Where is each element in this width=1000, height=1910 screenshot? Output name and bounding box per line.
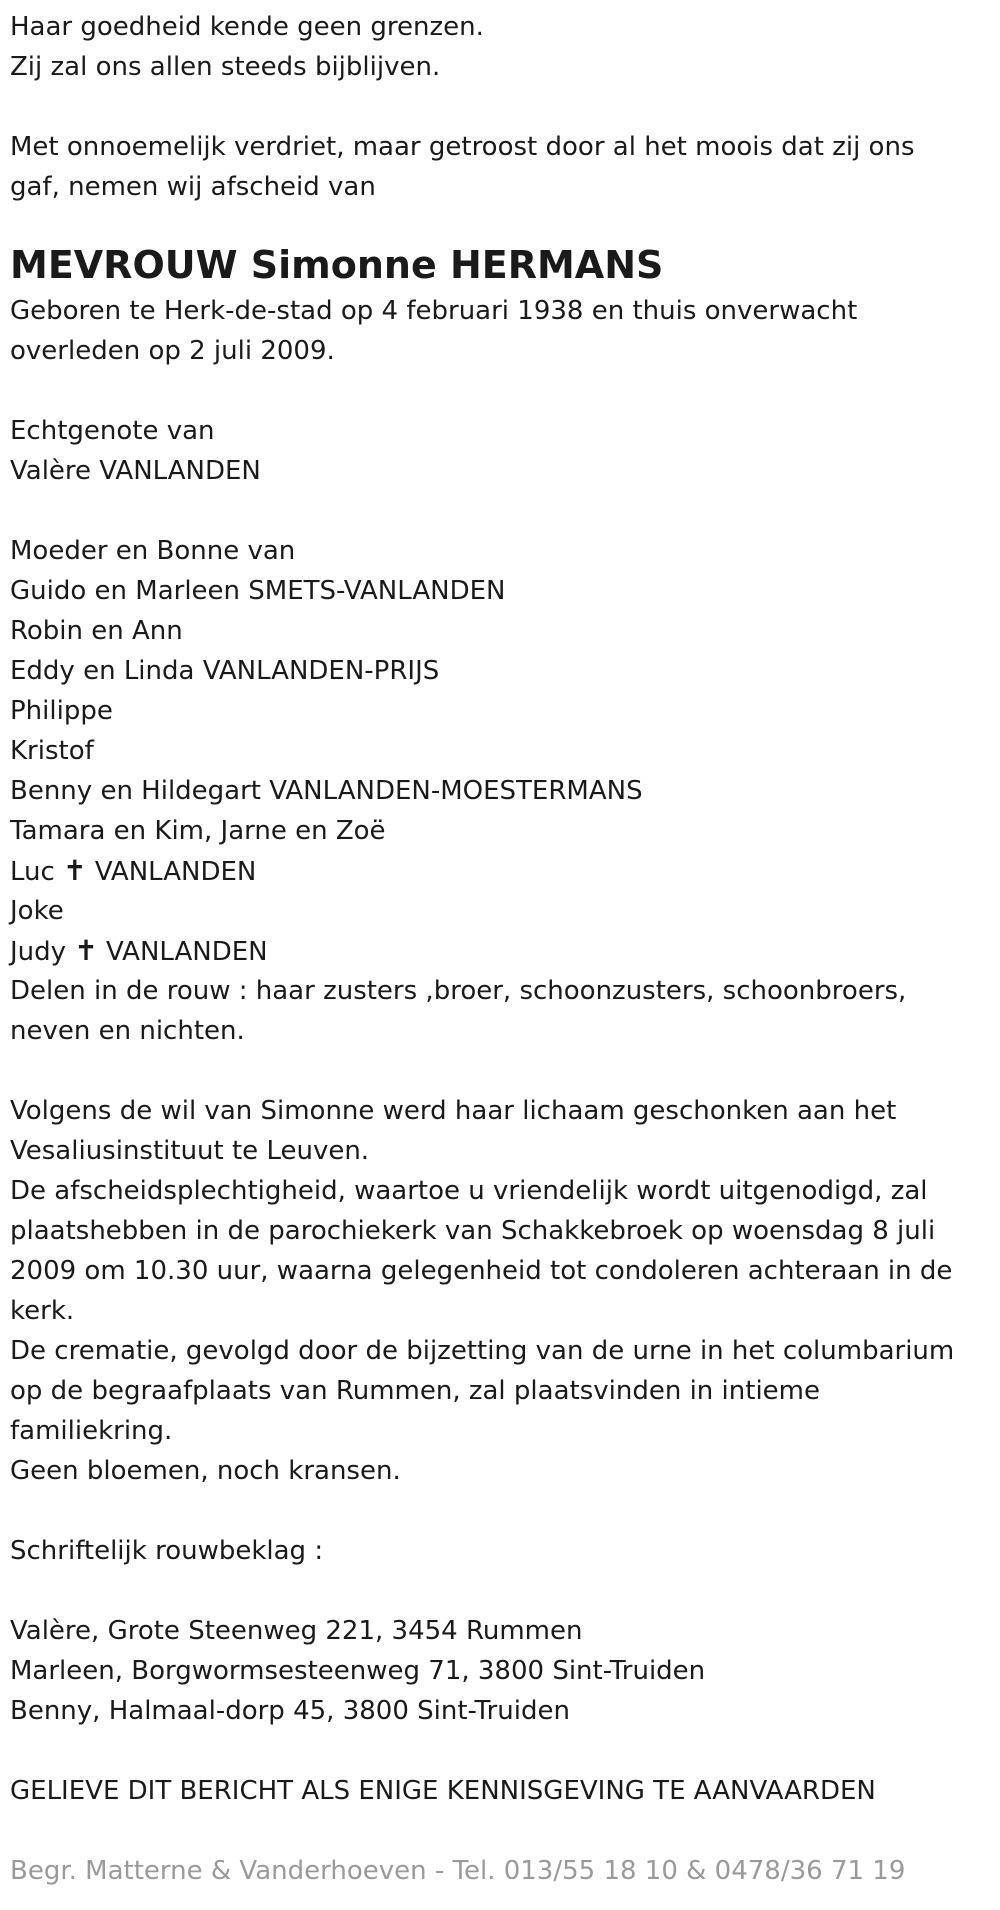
- intro-line: Zij zal ons allen steeds bijblijven.: [10, 52, 441, 82]
- ceremony-line: kerk.: [10, 1296, 75, 1326]
- mourning-line: neven en nichten.: [10, 1016, 245, 1046]
- family-section: [10, 531, 995, 1051]
- member-first-name: Judy: [10, 937, 67, 967]
- farewell-line: Met onnoemelijk verdriet, maar getroost door al het moois dat zij ons: [10, 132, 915, 162]
- deceased-name: MEVROUW Simonne HERMANS: [10, 243, 664, 287]
- family-member: Guido en Marleen SMETS-VANLANDEN: [10, 576, 506, 606]
- family-member: Eddy en Linda VANLANDEN-PRIJS: [10, 656, 440, 686]
- spouse-section: [10, 411, 995, 491]
- farewell-line: gaf, nemen wij afscheid van: [10, 172, 376, 202]
- cross-icon: ✝: [63, 854, 87, 887]
- birth-death-text: [10, 291, 995, 371]
- family-member: Kristof: [10, 736, 94, 766]
- family-member: Joke: [10, 896, 64, 926]
- ceremony-line: De crematie, gevolgd door de bijzetting van de urne in het columbarium: [10, 1336, 955, 1366]
- spacer: [10, 1571, 995, 1611]
- family-member-deceased: [10, 851, 995, 891]
- address-line: Valère, Grote Steenweg 221, 3454 Rummen: [10, 1616, 583, 1646]
- member-first-name: Luc: [10, 857, 55, 887]
- family-member: Philippe: [10, 696, 113, 726]
- mourning-line: Delen in de rouw : haar zusters ,broer, schoonzusters, schoonbroers,: [10, 976, 907, 1006]
- farewell-text: [10, 127, 995, 207]
- spacer: [10, 1051, 995, 1091]
- spacer: [10, 1491, 995, 1531]
- ceremony-line: Volgens de wil van Simonne werd haar lichaam geschonken aan het: [10, 1096, 897, 1126]
- birth-death-line: overleden op 2 juli 2009.: [10, 336, 335, 366]
- obituary-document: [10, 7, 995, 1891]
- ceremony-section: [10, 1091, 995, 1491]
- spacer: [10, 371, 995, 411]
- cross-icon: ✝: [74, 934, 98, 967]
- spouse-label: Echtgenote van: [10, 416, 215, 446]
- condolence-label: Schriftelijk rouwbeklag :: [10, 1536, 324, 1566]
- member-last-name: VANLANDEN: [94, 857, 257, 887]
- family-member: Robin en Ann: [10, 616, 183, 646]
- notice-text: GELIEVE DIT BERICHT ALS ENIGE KENNISGEVING TE AANVAARDEN: [10, 1776, 876, 1806]
- family-label: Moeder en Bonne van: [10, 536, 296, 566]
- spacer: [10, 1731, 995, 1771]
- ceremony-line: Vesaliusinstituut te Leuven.: [10, 1136, 370, 1166]
- birth-death-line: Geboren te Herk-de-stad op 4 februari 1938 en thuis onverwacht: [10, 296, 858, 326]
- ceremony-line: 2009 om 10.30 uur, waarna gelegenheid tot condoleren achteraan in de: [10, 1256, 953, 1286]
- ceremony-line: op de begraafplaats van Rummen, zal plaatsvinden in intieme: [10, 1376, 820, 1406]
- ceremony-line: plaatshebben in de parochiekerk van Schakkebroek op woensdag 8 juli: [10, 1216, 936, 1246]
- address-line: Benny, Halmaal-dorp 45, 3800 Sint-Truiden: [10, 1696, 570, 1726]
- address-list: [10, 1611, 995, 1731]
- ceremony-line: Geen bloemen, noch kransen.: [10, 1456, 401, 1486]
- spacer: [10, 1811, 995, 1851]
- intro-text: [10, 7, 995, 87]
- spacer: [10, 87, 995, 127]
- family-member: Benny en Hildegart VANLANDEN-MOESTERMANS: [10, 776, 643, 806]
- spouse-name: Valère VANLANDEN: [10, 456, 261, 486]
- address-line: Marleen, Borgwormsesteenweg 71, 3800 Sint-Truiden: [10, 1656, 706, 1686]
- ceremony-line: De afscheidsplechtigheid, waartoe u vriendelijk wordt uitgenodigd, zal: [10, 1176, 928, 1206]
- ceremony-line: familiekring.: [10, 1416, 173, 1446]
- member-last-name: VANLANDEN: [106, 937, 268, 967]
- spacer: [10, 207, 995, 237]
- funeral-home-footer: Begr. Matterne & Vanderhoeven - Tel. 013/55 18 10 & 0478/36 71 19: [10, 1856, 906, 1886]
- intro-line: Haar goedheid kende geen grenzen.: [10, 12, 484, 42]
- family-member: Tamara en Kim, Jarne en Zoë: [10, 816, 386, 846]
- spacer: [10, 491, 995, 531]
- family-member-deceased: [10, 931, 995, 971]
